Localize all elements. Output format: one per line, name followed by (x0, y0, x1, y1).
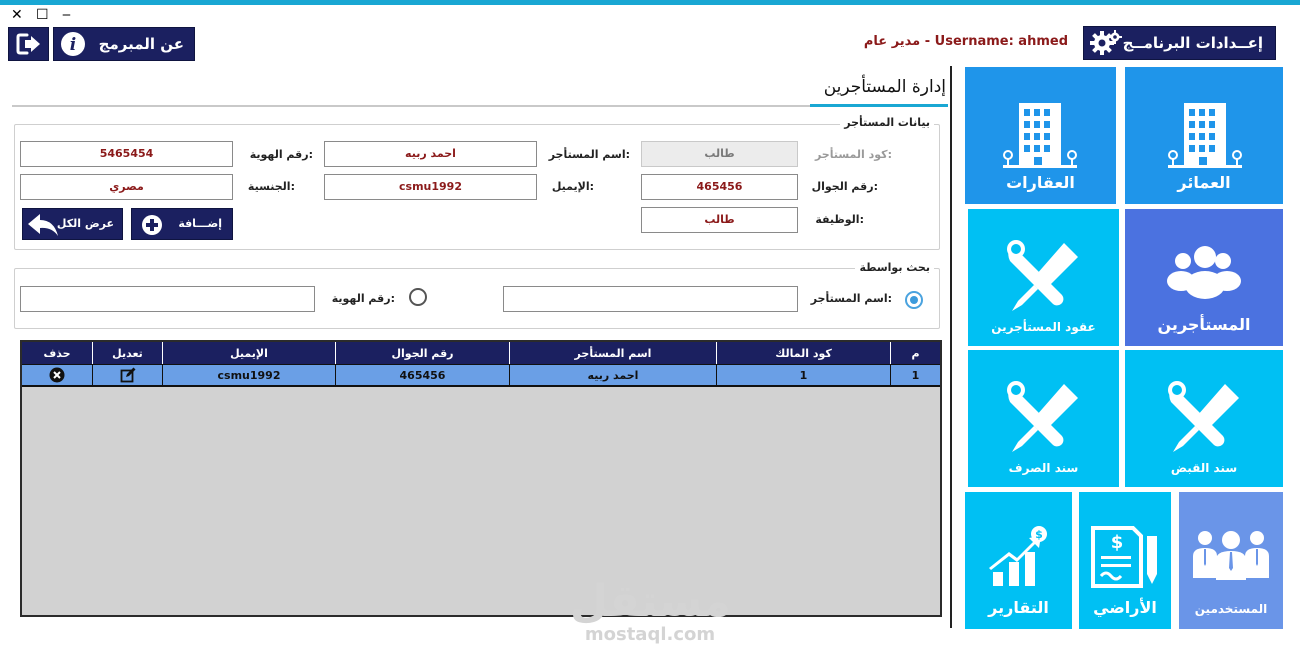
show-all-label: عرض الكل (56, 217, 114, 230)
tenant-code-field[interactable]: طالب (641, 141, 798, 167)
nationality-label: الجنسية: (247, 180, 295, 193)
program-settings-button[interactable] (1083, 26, 1276, 60)
add-label: إضـــافة (178, 217, 222, 230)
table-header (22, 342, 940, 364)
id-number-label: رقم الهوية: (249, 148, 313, 161)
maximize-window-button[interactable]: ☐ (36, 7, 49, 23)
tile-reports[interactable] (965, 492, 1072, 629)
add-circle-icon (141, 214, 163, 236)
search-by-id-label: رقم الهوية: (331, 292, 395, 305)
close-window-button[interactable]: ✕ (11, 7, 23, 23)
col-header-owner-code: كود المالك (716, 342, 890, 364)
tools-wrench-screwdriver-icon (1004, 237, 1084, 317)
col-header-tenant-name: اسم المستأجر (509, 342, 716, 364)
svg-text:$: $ (1110, 532, 1124, 553)
back-arrow-icon (26, 212, 60, 238)
mobile-label: رقم الجوال: (811, 180, 878, 193)
tile-properties-label: العقارات (1006, 173, 1075, 192)
tile-tenant-contracts[interactable] (968, 209, 1119, 346)
edit-icon (120, 367, 136, 383)
title-bar-accent (0, 0, 1300, 5)
job-field[interactable]: طالب (641, 207, 798, 233)
col-header-num: م (890, 342, 940, 364)
tile-receipt-voucher[interactable] (1125, 350, 1283, 487)
mobile-field[interactable]: 465456 (641, 174, 798, 200)
tile-users[interactable] (1179, 492, 1283, 629)
email-field[interactable]: csmu1992 (324, 174, 537, 200)
logout-button[interactable] (8, 27, 49, 61)
property-building-icon (1003, 99, 1077, 171)
col-header-mobile: رقم الجوال (335, 342, 509, 364)
growth-chart-icon (987, 526, 1051, 588)
tile-payment-voucher[interactable] (968, 350, 1119, 487)
svg-text:i: i (69, 35, 77, 55)
panel-divider (950, 66, 952, 628)
watermark (570, 576, 731, 645)
minimize-window-button[interactable]: ‒ (62, 7, 71, 23)
add-button[interactable] (131, 208, 233, 240)
tile-lands[interactable] (1079, 492, 1171, 629)
tile-tenants[interactable] (1125, 209, 1283, 346)
tile-reports-label: التقارير (988, 598, 1049, 617)
search-by-name-label: اسم المستأجر: (810, 292, 892, 305)
tile-tenant-contracts-label: عقود المستأجرين (991, 320, 1096, 334)
tile-lands-label: الأراضي (1093, 598, 1157, 617)
search-legend: بحث بواسطة (855, 261, 934, 274)
tenants-table (20, 340, 942, 617)
people-group-icon (1167, 245, 1241, 303)
email-label: الإيميل: (551, 180, 594, 193)
tile-buildings[interactable] (1125, 67, 1283, 204)
watermark-latin: mostaql.com (584, 624, 716, 645)
search-by-id-radio[interactable] (409, 288, 427, 306)
current-user-text: مدير عام - Username: ahmed (863, 34, 1068, 49)
tenant-name-label: اسم المستأجر: (548, 148, 630, 161)
tenant-code-label: كود المستأجر: (814, 148, 892, 161)
payment-tools-icon (1004, 378, 1084, 458)
building-icon (1168, 99, 1242, 171)
about-programmer-button[interactable] (53, 27, 195, 61)
show-all-button[interactable] (22, 208, 123, 240)
search-by-name-input[interactable] (503, 286, 798, 312)
nationality-field[interactable]: مصري (20, 174, 233, 200)
job-label: الوظيفة: (815, 213, 864, 226)
program-settings-label: إعــدادات البرنامــج (1122, 34, 1263, 52)
document-pen-icon (1089, 526, 1161, 588)
tile-tenants-label: المستأجرين (1157, 315, 1251, 334)
page-title-divider (12, 105, 810, 107)
tile-properties[interactable] (965, 67, 1116, 204)
tile-buildings-label: العمائر (1177, 173, 1231, 192)
tile-payment-voucher-label: سند الصرف (1008, 461, 1079, 475)
info-icon (60, 31, 86, 57)
page-title: إدارة المستأجرين (823, 77, 946, 97)
tile-users-label: المستخدمين (1194, 602, 1268, 616)
cell-tenant-name: احمد ربيه (509, 365, 716, 385)
search-by-name-radio[interactable] (905, 291, 923, 309)
edit-row-button[interactable] (92, 365, 162, 385)
cell-email: csmu1992 (162, 365, 335, 385)
cell-num: 1 (890, 365, 940, 385)
cell-mobile: 465456 (335, 365, 509, 385)
search-by-id-input[interactable] (20, 286, 315, 312)
delete-x-icon (49, 367, 65, 383)
page-title-underline (810, 104, 948, 107)
col-header-email: الإيميل (162, 342, 335, 364)
svg-text:$: $ (1035, 528, 1043, 541)
tenant-name-field[interactable]: احمد ربيه (324, 141, 537, 167)
about-programmer-label: عن المبرمج (98, 35, 184, 53)
table-row[interactable] (22, 364, 940, 387)
tile-receipt-voucher-label: سند القبض (1170, 461, 1238, 475)
tenant-data-legend: بيانات المستأجر (840, 116, 934, 129)
id-number-field[interactable]: 5465454 (20, 141, 233, 167)
col-header-edit: تعديل (92, 342, 162, 364)
delete-row-button[interactable] (22, 365, 92, 385)
users-team-icon (1191, 528, 1271, 580)
col-header-delete: حذف (43, 346, 71, 360)
logout-icon (16, 33, 42, 55)
cell-owner-code: 1 (716, 365, 890, 385)
watermark-arabic: مستقل (570, 576, 731, 627)
receipt-tools-icon (1165, 378, 1245, 458)
gears-icon (1090, 29, 1122, 57)
